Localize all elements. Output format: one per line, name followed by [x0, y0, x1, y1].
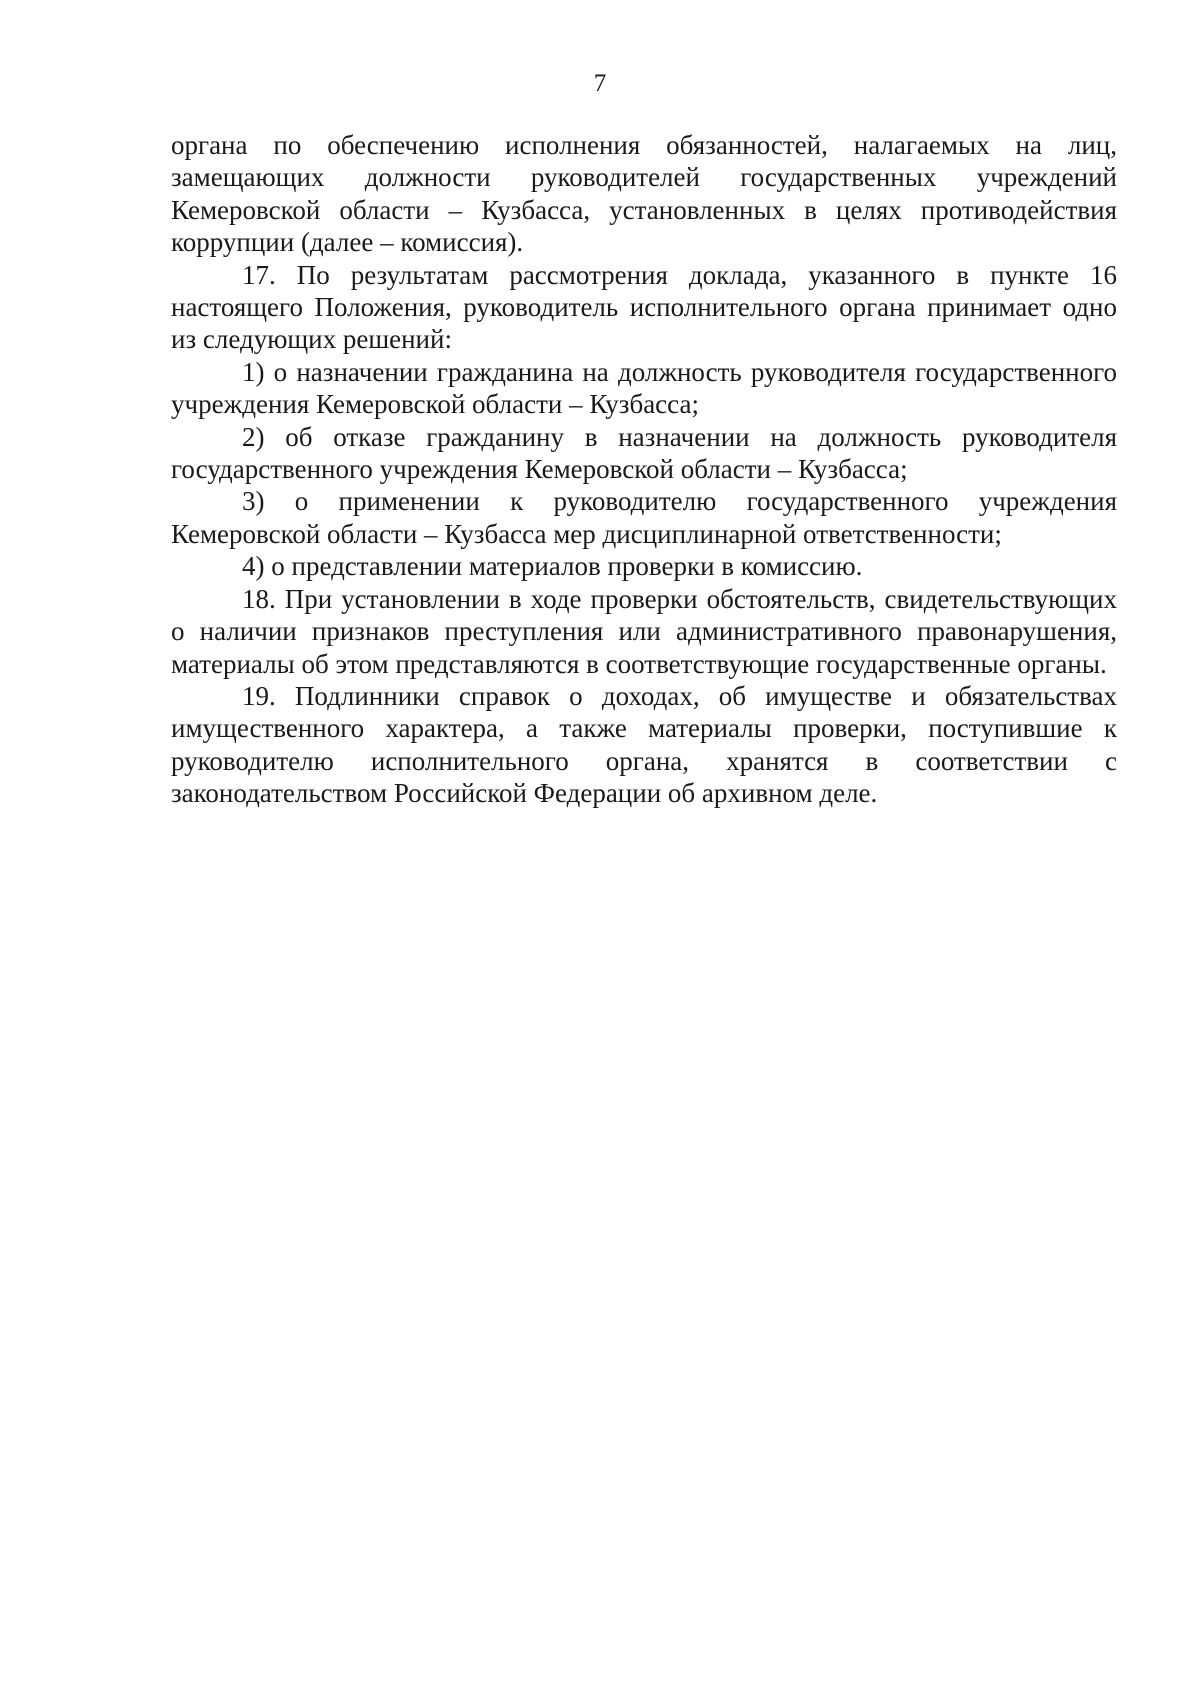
paragraph-18: 18. При установлении в ходе проверки обстоятельств, свидетельствующих о наличии признаков преступления или административного правонарушения, материалы об этом представляются в соответствующие государственные органы.	[171, 583, 1117, 679]
list-item-1: 1) о назначении гражданина на должность руководителя государственного учреждения Кемеровской области – Кузбасса;	[171, 356, 1117, 420]
paragraph-19: 19. Подлинники справок о доходах, об имуществе и обязательствах имущественного характера, а также материалы проверки, поступившие к руководителю исполнительного органа, хранятся в соответствии с законодательством Российской Федерации об архивном деле.	[171, 680, 1117, 809]
paragraph-continuation: органа по обеспечению исполнения обязанностей, налагаемых на лиц, замещающих должности руководителей государственных учреждений Кемеровской области – Кузбасса, установленных в целях противодействия коррупции (далее – комиссия).	[171, 130, 1117, 258]
paragraph-17: 17. По результатам рассмотрения доклада, указанного в пункте 16 настоящего Положения, руководитель исполнительного органа принимает одно из следующих решений:	[171, 259, 1117, 355]
list-item-3: 3) о применении к руководителю государственного учреждения Кемеровской области – Кузбасса мер дисциплинарной ответственности;	[171, 486, 1117, 549]
list-item-4: 4) о представлении материалов проверки в комиссию.	[242, 551, 863, 582]
list-item-2: 2) об отказе гражданину в назначении на должность руководителя государственного учреждения Кемеровской области – Кузбасса;	[171, 421, 1117, 485]
document-body	[171, 129, 1117, 810]
page-number: 7	[593, 70, 607, 97]
